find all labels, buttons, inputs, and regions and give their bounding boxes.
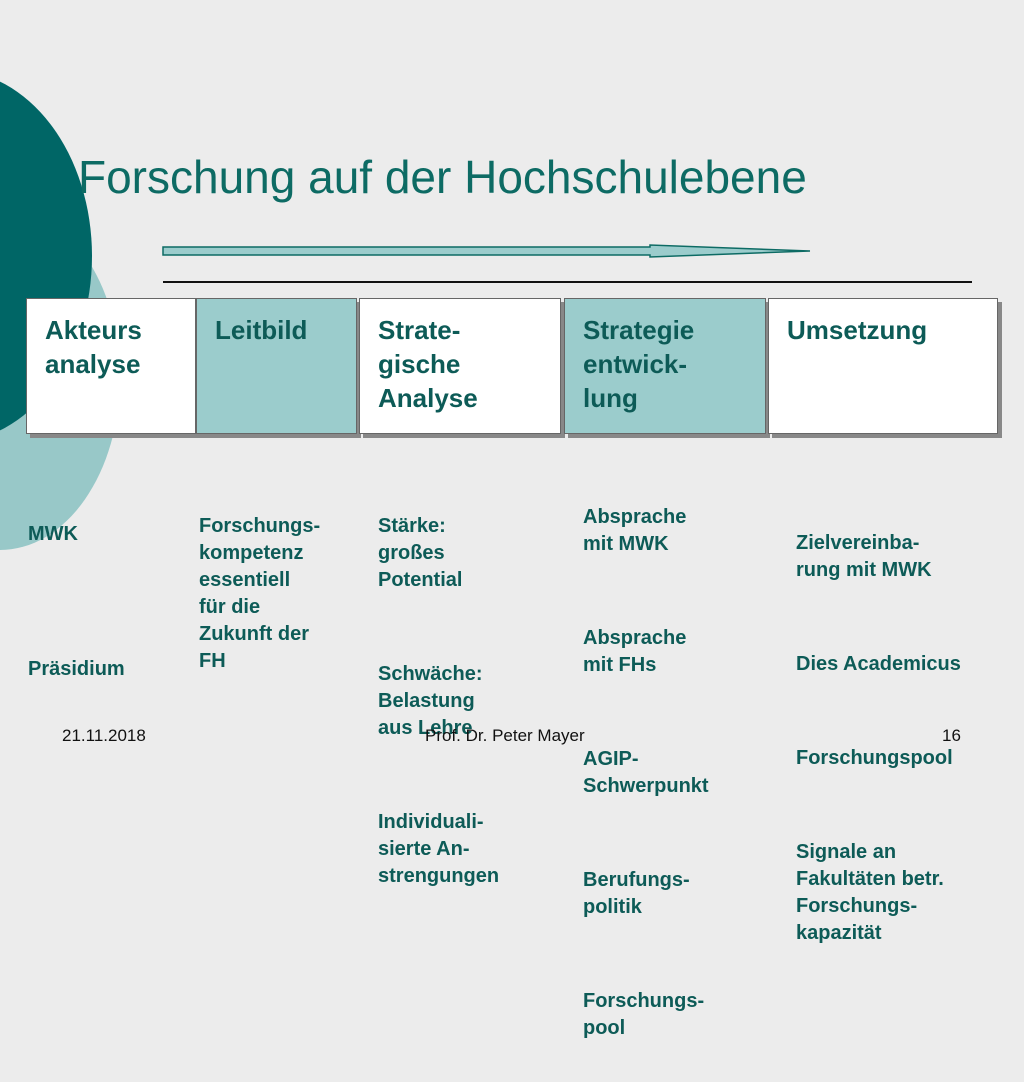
list-item: Präsidium xyxy=(28,658,125,680)
list-item: Zielvereinba- rung mit MWK xyxy=(796,532,932,581)
step-label-akteurs: Akteurs analyse xyxy=(45,315,142,379)
step-box-leitbild xyxy=(196,298,357,434)
list-item: AGIP- Schwerpunkt xyxy=(583,748,709,797)
list-item: Signale an Fakultäten betr. Forschungs- kapazität xyxy=(796,841,944,944)
list-item: Stärke: großes Potential xyxy=(378,515,463,591)
list-item: Individuali- sierte An- strengungen xyxy=(378,811,500,887)
step-label-leitbild: Leitbild xyxy=(215,315,308,345)
leitbild-list xyxy=(199,459,320,715)
list-item: Forschungs- pool xyxy=(583,990,705,1039)
list-item: Absprache mit FHs xyxy=(583,627,687,676)
step-label-umsetzung: Umsetzung xyxy=(787,315,928,345)
list-item: Absprache mit MWK xyxy=(583,506,687,555)
strategie-list xyxy=(583,450,709,1082)
step-label-strategie: Strategie entwick- lung xyxy=(583,315,695,413)
footer-author: Prof. Dr. Peter Mayer xyxy=(425,726,585,745)
list-item: Forschungs- kompetenz essentiell für die Zukunft der FH xyxy=(199,515,321,672)
step-box-analyse xyxy=(359,298,561,434)
step-box-umsetzung xyxy=(768,298,998,434)
list-item: Dies Academicus xyxy=(796,653,961,675)
footer-date: 21.11.2018 xyxy=(62,726,146,745)
akteurs-list xyxy=(28,467,125,764)
step-label-analyse: Strate- gische Analyse xyxy=(378,315,478,413)
list-item: MWK xyxy=(28,523,78,545)
umsetzung-list xyxy=(796,476,961,987)
divider-line xyxy=(163,281,972,283)
arrow-right-icon xyxy=(160,238,820,264)
list-item: Forschungspool xyxy=(796,747,953,769)
list-item: Berufungs- politik xyxy=(583,869,690,918)
list-item: Schwäche: Belastung aus Lehre xyxy=(378,663,483,739)
analyse-list xyxy=(378,459,499,930)
step-box-strategie xyxy=(564,298,766,434)
slide-title: Forschung auf der Hochschulebene xyxy=(78,151,807,203)
footer-page-number: 16 xyxy=(942,726,961,745)
step-box-akteurs xyxy=(26,298,196,434)
